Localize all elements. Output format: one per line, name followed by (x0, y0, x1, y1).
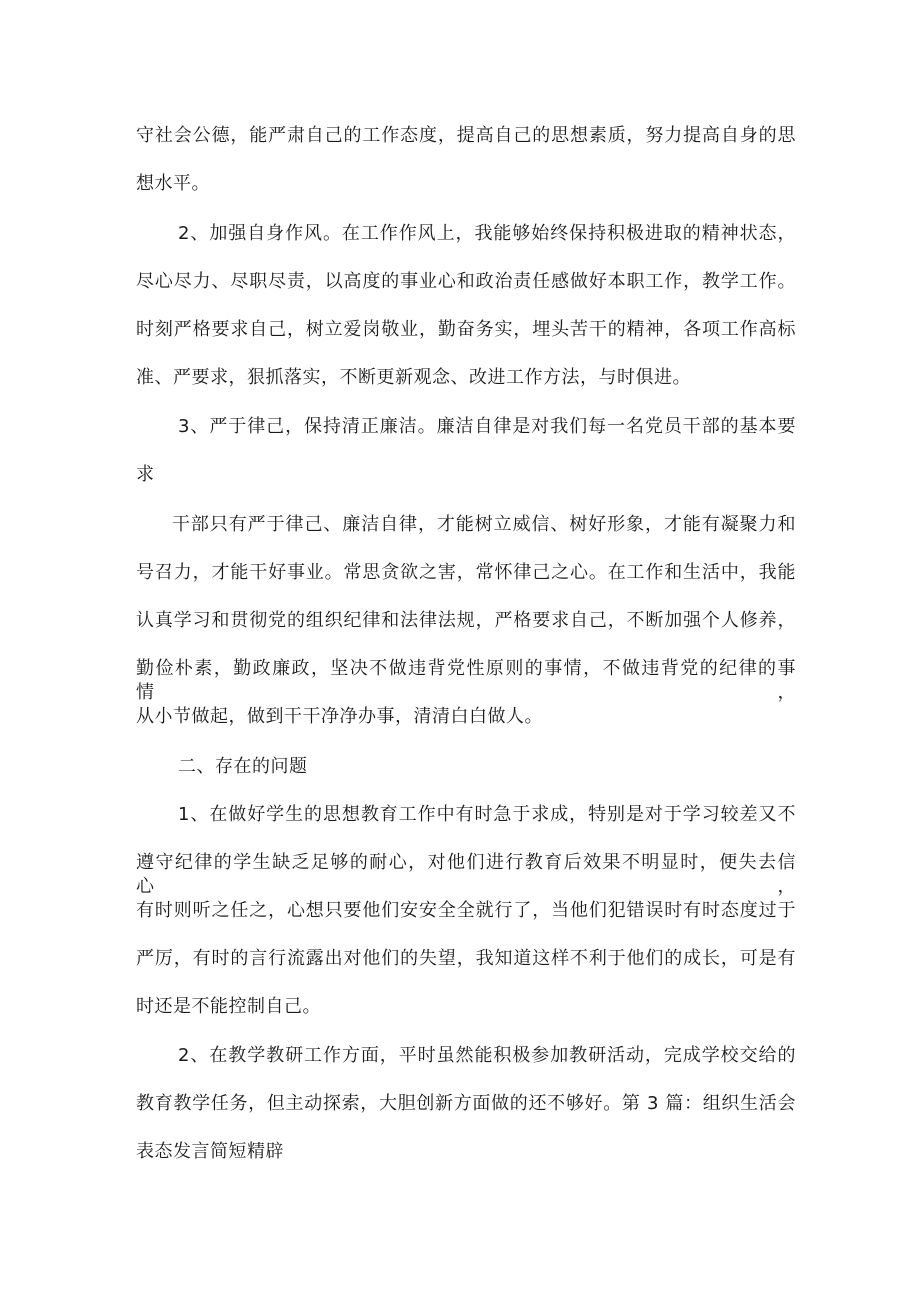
item-2-line-1: 2、加强自身作风。在工作作风上，我能够始终保持积极进取的精神状态， (178, 223, 796, 244)
cadre-line-4: 勤俭朴素，勤政廉政，坚决不做违背党性原则的事情，不做违背党的纪律的事情， (136, 658, 796, 703)
item-3-line-1: 3、严于律己，保持清正廉洁。廉洁自律是对我们每一名党员干部的基本要 (178, 416, 796, 437)
problem-1-line-5: 时还是不能控制自己。 (136, 996, 321, 1017)
cadre-line-1: 干部只有严于律己、廉洁自律，才能树立威信、树好形象，才能有凝聚力和 (172, 514, 796, 535)
problem-2-line-3: 表态发言简短精辟 (136, 1141, 284, 1162)
item-2-line-2: 尽心尽力、尽职尽责，以高度的事业心和政治责任感做好本职工作，教学工作。 (136, 271, 796, 292)
item-2-line-4: 准、严要求，狠抓落实，不断更新观念、改进工作方法，与时俱进。 (136, 367, 691, 388)
problem-1-line-1: 1、在做好学生的思想教育工作中有时急于求成，特别是对于学习较差又不 (178, 804, 796, 825)
intro-line-2: 想水平。 (136, 173, 210, 194)
cadre-line-5: 从小节做起，做到干干净净办事，清清白白做人。 (136, 706, 543, 727)
problem-1-line-3: 有时则听之任之，心想只要他们安安全全就行了，当他们犯错误时有时态度过于 (136, 900, 796, 921)
cadre-line-2: 号召力，才能干好事业。常思贪欲之害，常怀律己之心。在工作和生活中，我能 (136, 562, 796, 583)
section-heading: 二、存在的问题 (178, 756, 308, 777)
intro-line-1: 守社会公德，能严肃自己的工作态度，提高自己的思想素质，努力提高自身的思 (136, 125, 796, 146)
problem-1-line-2: 遵守纪律的学生缺乏足够的耐心，对他们进行教育后效果不明显时，便失去信心， (136, 852, 796, 897)
item-2-line-3: 时刻严格要求自己，树立爱岗敬业，勤奋务实，埋头苦干的精神，各项工作高标 (136, 319, 796, 340)
cadre-line-3: 认真学习和贯彻党的组织纪律和法律法规，严格要求自己，不断加强个人修养， (136, 610, 796, 631)
problem-1-line-4: 严厉，有时的言行流露出对他们的失望，我知道这样不利于他们的成长，可是有 (136, 948, 796, 969)
item-3-line-2: 求 (136, 464, 155, 485)
problem-2-line-1: 2、在教学教研工作方面，平时虽然能积极参加教研活动，完成学校交给的 (178, 1045, 796, 1066)
problem-2-line-2: 教育教学任务，但主动探索，大胆创新方面做的还不够好。第 3 篇：组织生活会 (136, 1093, 796, 1114)
